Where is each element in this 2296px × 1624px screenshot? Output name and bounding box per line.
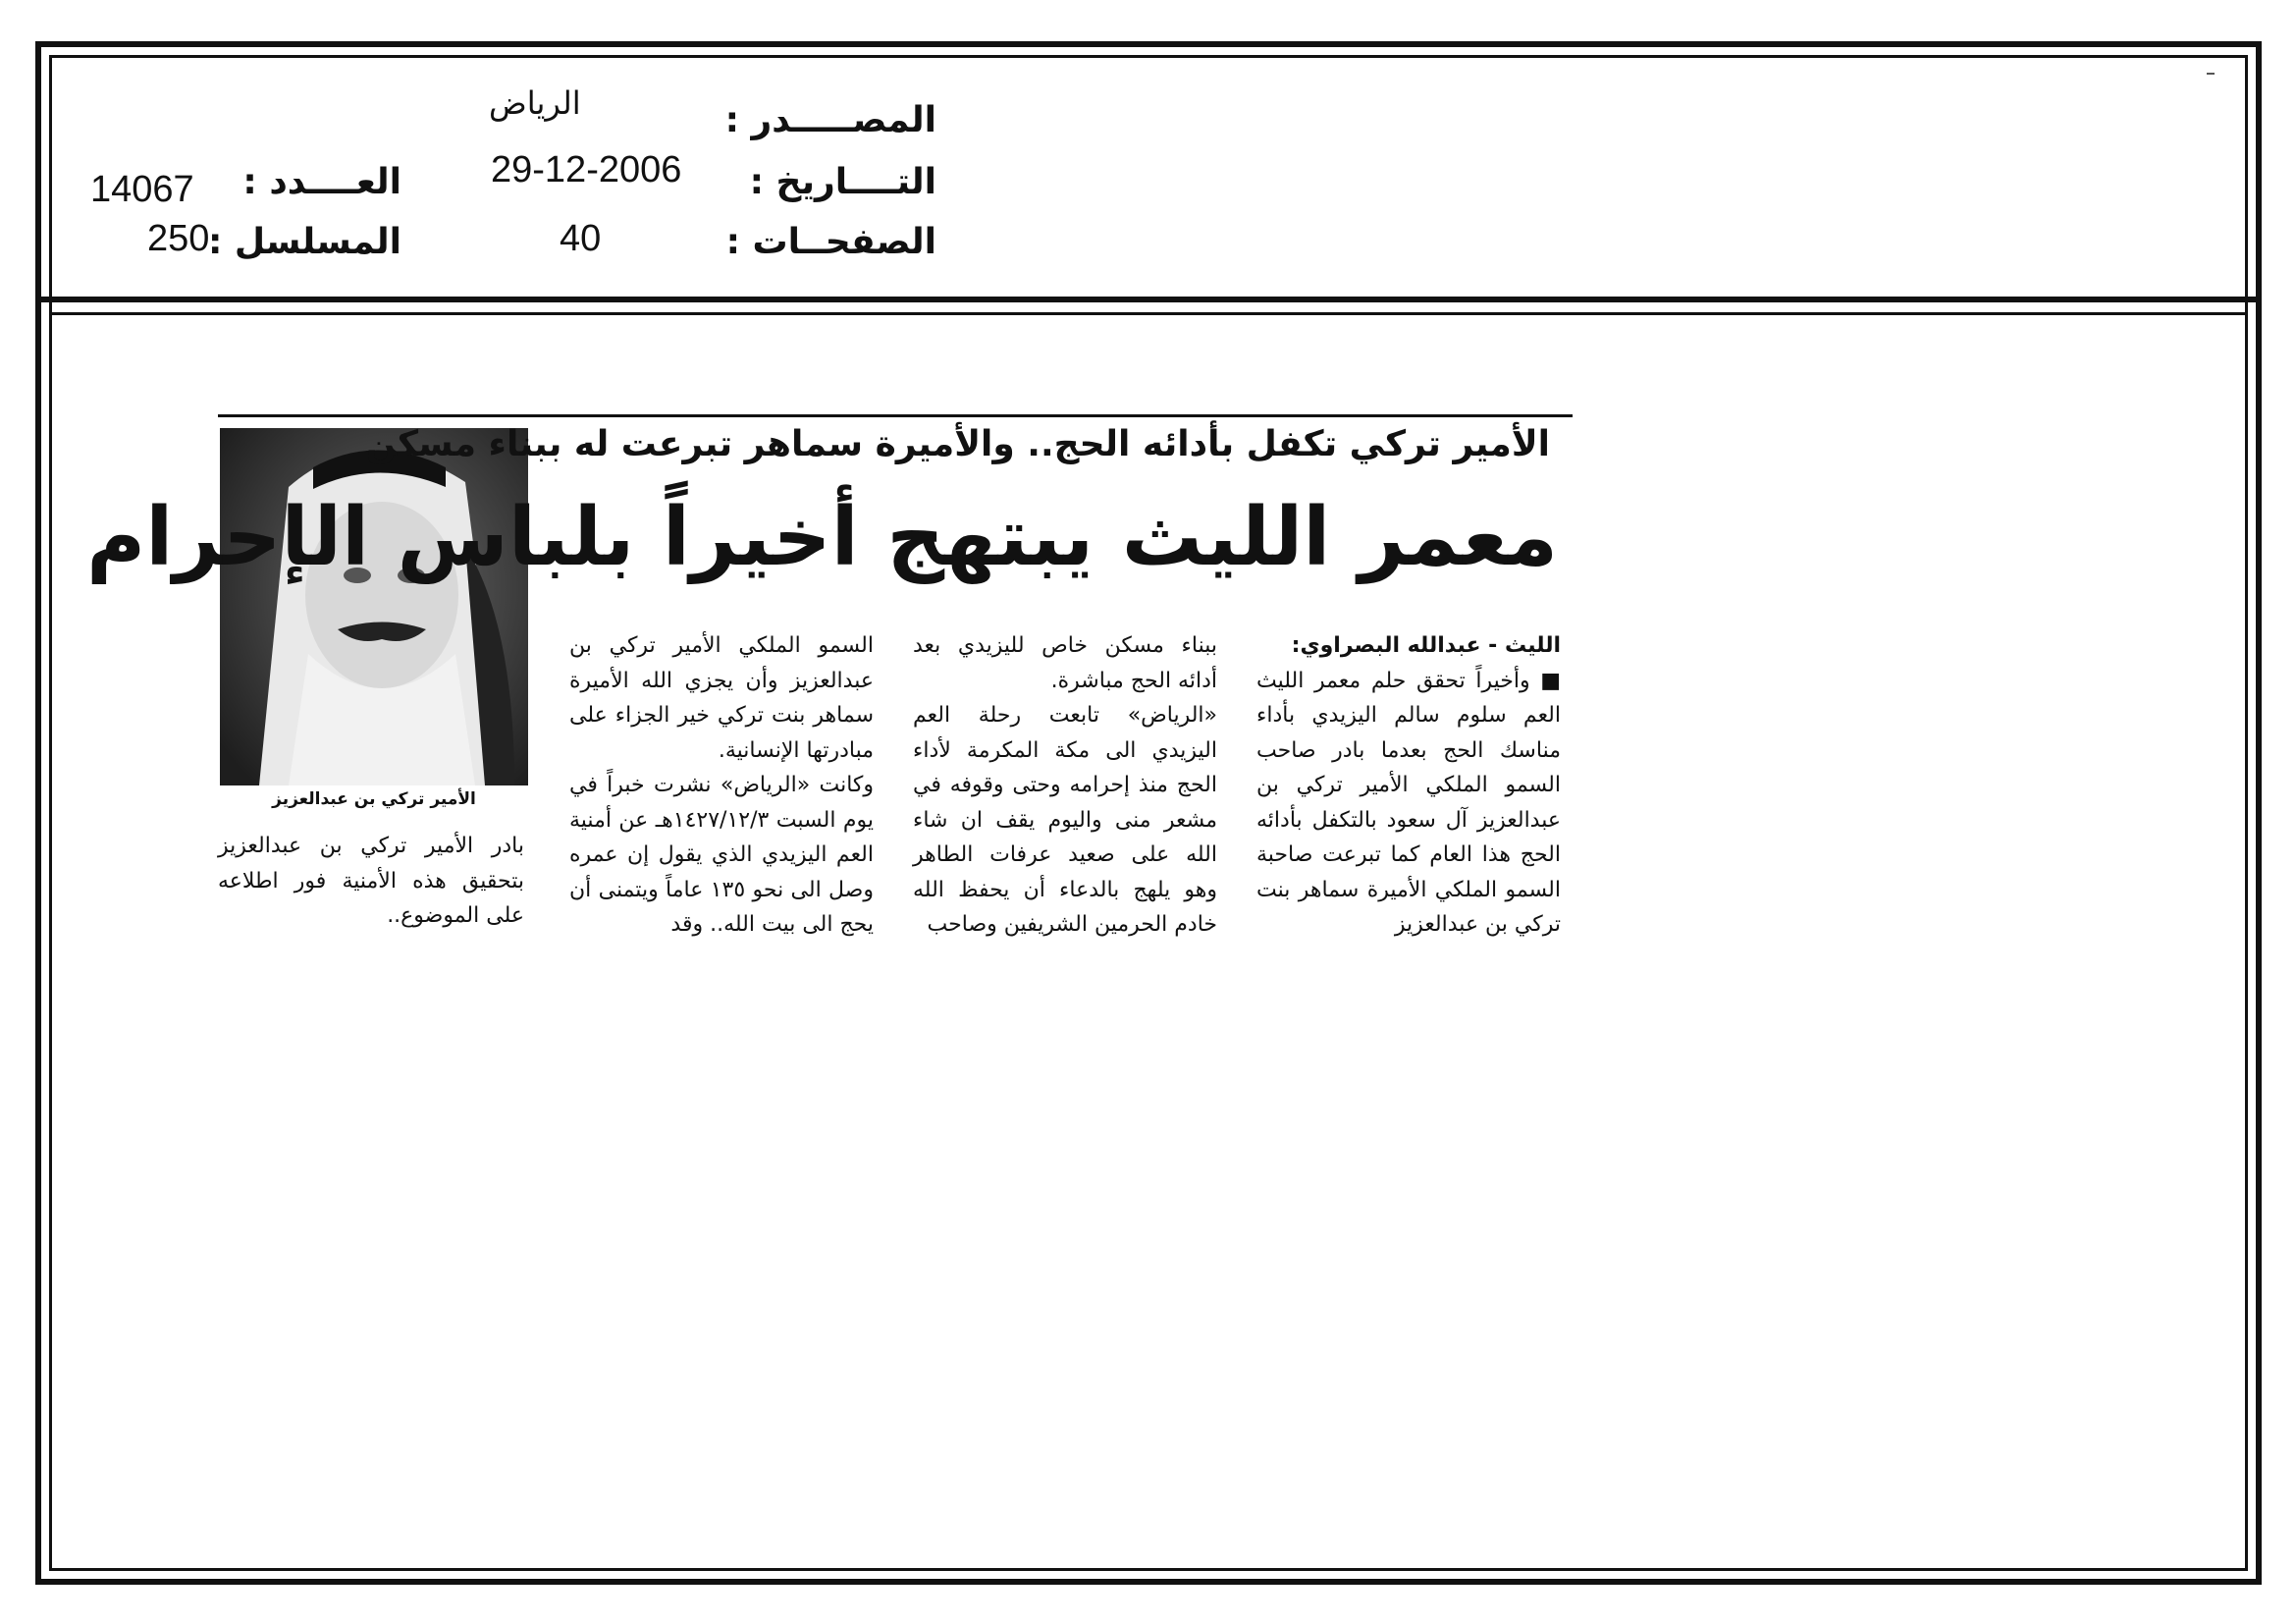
- paragraph: ببناء مسكن خاص لليزيدي بعد أدائه الحج مباشرة.: [913, 633, 1217, 693]
- portrait-photo: [220, 428, 528, 785]
- serial-label: المسلسل :: [207, 222, 401, 262]
- article-column-1: [1256, 628, 1561, 943]
- paragraph: بادر الأمير تركي بن عبدالعزيز بتحقيق هذه الأمنية فور اطلاعه على الموضوع..: [218, 834, 524, 928]
- article-column-2: [913, 628, 1217, 943]
- date-label: التــــاريخ :: [749, 162, 936, 202]
- issue-value: 14067: [90, 169, 194, 210]
- article-column-3: [569, 628, 874, 943]
- article-headline: معمر الليث يبتهج أخيراً بلباس الإحرام: [86, 491, 1558, 584]
- clipping-top-rule: [218, 414, 1573, 417]
- photo-caption: الأمير تركي بن عبدالعزيز: [272, 789, 476, 809]
- source-label: المصـــــدر :: [724, 100, 936, 140]
- article-kicker: الأمير تركي تكفل بأدائه الحج.. والأميرة سماهر تبرعت له ببناء مسكن: [365, 424, 1550, 464]
- date-value: 29-12-2006: [491, 149, 682, 190]
- article-column-4: [218, 829, 524, 934]
- pages-value: 40: [560, 218, 602, 259]
- paragraph: السمو الملكي الأمير تركي بن عبدالعزيز وأن يجزي الله الأميرة سماهر بنت تركي خير الجزاء على مبادرتها الإنسانية.: [569, 633, 874, 763]
- paragraph: ■ وأخيراً تحقق حلم معمر الليث العم سلوم سالم اليزيدي بأداء مناسك الحج بعدما بادر صاحب السمو الملكي الأمير تركي بن عبدالعزيز آل سعود بالتكفل بأدائه الحج هذا العام كما تبرعت صاحبة السمو الملكي الأميرة سماهر بنت تركي بن عبدالعزيز: [1256, 668, 1561, 937]
- pages-label: الصفحــات :: [725, 222, 936, 262]
- portrait-illustration: [220, 428, 528, 785]
- byline: الليث - عبدالله البصراوي:: [1291, 633, 1561, 658]
- header-divider-thin: [49, 312, 2248, 315]
- source-value: الرياض: [489, 84, 581, 122]
- serial-value: 250: [147, 218, 210, 259]
- paragraph: وكانت «الرياض» نشرت خبراً في يوم السبت ١٤٢٧/١٢/٣هـ عن أمنية العم اليزيدي الذي يقول إن عمره وصل الى نحو ١٣٥ عاماً ويتمنى أن يحج الى بيت الله.. وقد: [569, 773, 874, 937]
- corner-mark: [2207, 73, 2215, 75]
- paragraph: «الرياض» تابعت رحلة العم اليزيدي الى مكة المكرمة لأداء الحج منذ إحرامه وحتى وقوفه في مشعر منى واليوم يقف ان شاء الله على صعيد عرفات الطاهر وهو يلهج بالدعاء أن يحفظ الله خادم الحرمين الشريفين وصاحب: [913, 703, 1217, 937]
- header-divider: [41, 297, 2256, 302]
- issue-label: العــــدد :: [242, 162, 401, 202]
